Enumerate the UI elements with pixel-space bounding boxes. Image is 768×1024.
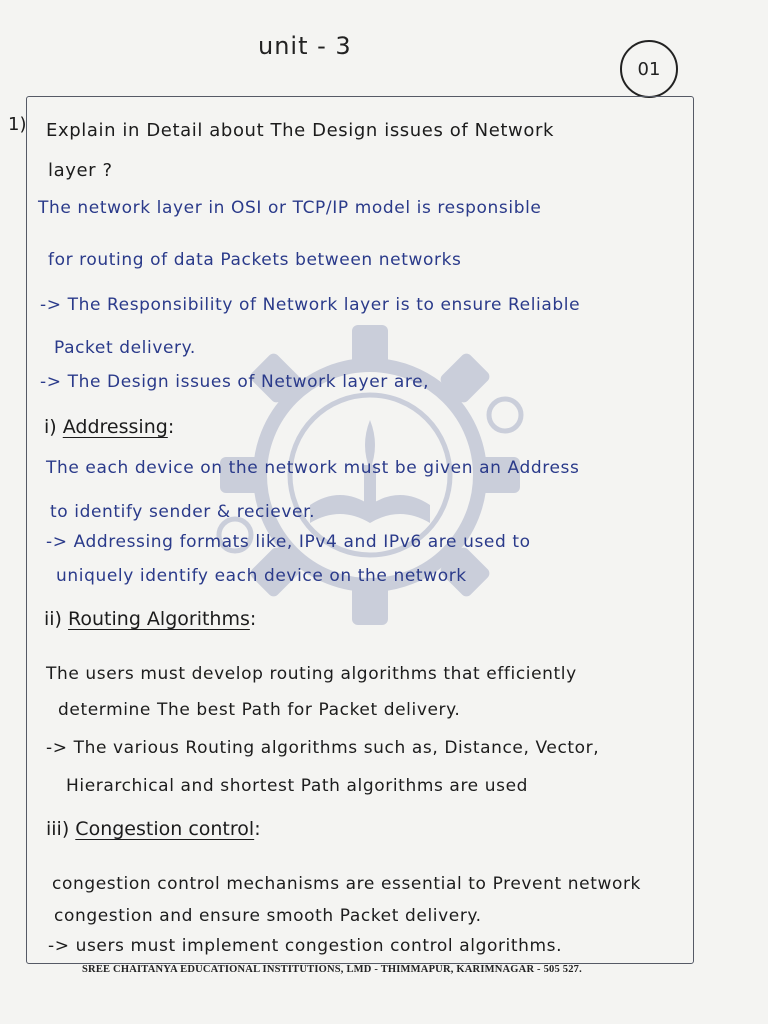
routing-line: determine The best Path for Packet delivery. [58,700,461,720]
section-title: Addressing [62,416,168,438]
section-title-suffix: : [254,818,261,840]
question-text-line-2: layer ? [48,160,113,181]
institution-footer: SREE CHAITANYA EDUCATIONAL INSTITUTIONS, LMD - THIMMAPUR, KARIMNAGAR - 505 527. [82,964,582,975]
section-heading-routing-algorithms [44,608,256,630]
intro-line: Packet delivery. [54,338,196,358]
section-number: iii) [46,818,70,840]
section-title-suffix: : [249,608,257,630]
intro-line: -> The Responsibility of Network layer is to ensure Reliable [40,295,581,315]
intro-line: for routing of data Packets between networks [48,250,462,270]
addressing-line: uniquely identify each device on the network [56,566,467,586]
section-title: Routing Algorithms [68,608,250,630]
question-number: 1) [8,114,27,135]
question-text-line-1: Explain in Detail about The Design issues of Network [46,120,554,141]
section-heading-congestion-control [46,818,261,840]
congestion-line: congestion and ensure smooth Packet delivery. [54,906,482,926]
routing-line: -> The various Routing algorithms such as, Distance, Vector, [46,738,600,758]
congestion-line: congestion control mechanisms are essential to Prevent network [52,874,641,894]
intro-line: -> The Design issues of Network layer are, [40,372,430,392]
routing-line: Hierarchical and shortest Path algorithms are used [66,776,529,796]
intro-line: The network layer in OSI or TCP/IP model is responsible [38,198,542,218]
addressing-line: The each device on the network must be given an Address [46,458,580,478]
addressing-line: to identify sender & reciever. [50,502,316,522]
section-heading-addressing [44,416,174,438]
page-number-badge: 01 [620,40,678,98]
section-number: i) [44,416,57,438]
section-title-suffix: : [167,416,175,438]
section-number: ii) [44,608,62,630]
section-title: Congestion control [75,818,255,840]
addressing-line: -> Addressing formats like, IPv4 and IPv6 are used to [46,532,531,552]
routing-line: The users must develop routing algorithms that efficiently [46,664,577,684]
congestion-line: -> users must implement congestion control algorithms. [48,936,563,956]
unit-title: unit - 3 [258,32,352,60]
